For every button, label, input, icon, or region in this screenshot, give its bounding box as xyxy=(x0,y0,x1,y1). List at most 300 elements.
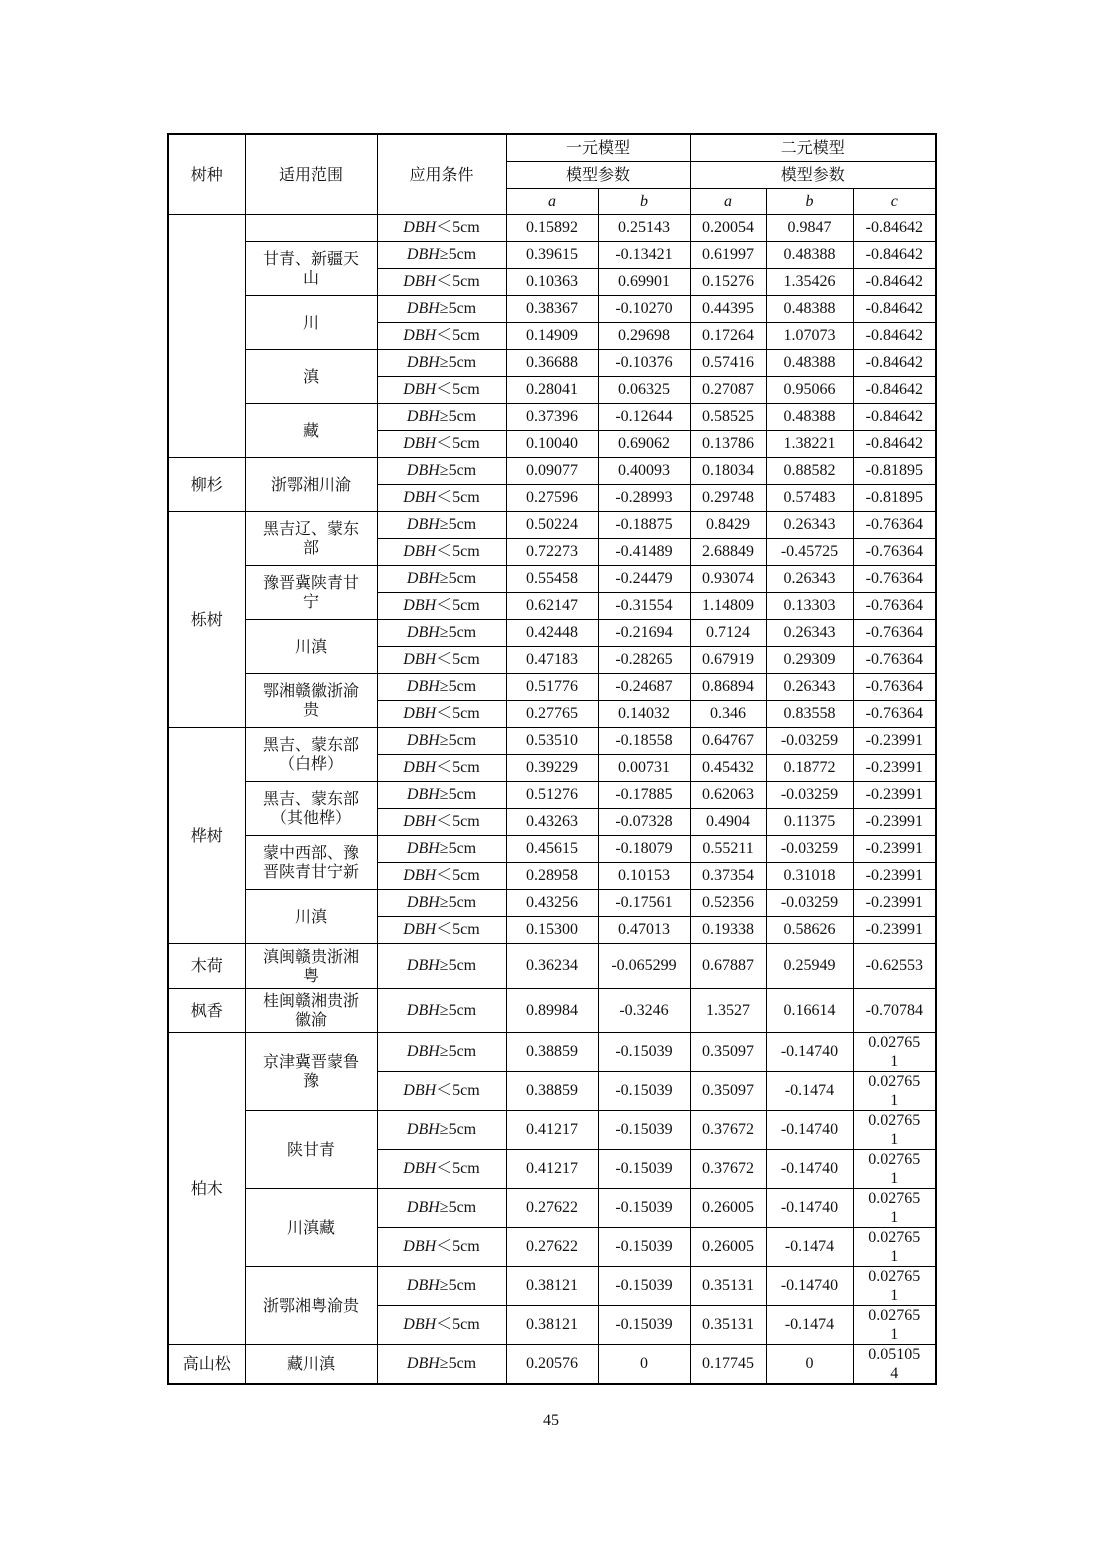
bi-c-value: 0.02765 1 xyxy=(853,1266,936,1305)
condition-cell xyxy=(377,592,506,619)
range-cell: 黑吉、蒙东部 （其他桦） xyxy=(245,781,377,835)
condition-text: DBH＜5cm xyxy=(403,1316,480,1333)
condition-text: DBH≥5cm xyxy=(406,516,477,533)
bi-a-value: 0.52356 xyxy=(690,889,766,916)
condition-cell xyxy=(377,1149,506,1188)
bi-c-value: 0.02765 1 xyxy=(853,1071,936,1110)
header-bi-b: b xyxy=(766,188,853,214)
range-cell: 川滇 xyxy=(245,619,377,673)
uni-a-value: 0.27622 xyxy=(506,1188,598,1227)
uni-b-value: -0.41489 xyxy=(598,538,690,565)
species-cell: 栎树 xyxy=(168,511,245,727)
uni-b-value: -0.15039 xyxy=(598,1110,690,1149)
bi-a-value: 0.86894 xyxy=(690,673,766,700)
condition-cell xyxy=(377,403,506,430)
table-row xyxy=(168,403,936,430)
condition-text: DBH＜5cm xyxy=(403,651,480,668)
uni-a-value: 0.28041 xyxy=(506,376,598,403)
bi-c-value: -0.70784 xyxy=(853,988,936,1032)
uni-a-value: 0.38859 xyxy=(506,1071,598,1110)
condition-text: DBH≥5cm xyxy=(406,1199,477,1216)
bi-b-value: -0.45725 xyxy=(766,538,853,565)
condition-text: DBH≥5cm xyxy=(406,1121,477,1138)
species-cell: 木荷 xyxy=(168,943,245,988)
uni-a-value: 0.10363 xyxy=(506,268,598,295)
uni-b-value: -0.31554 xyxy=(598,592,690,619)
species-cell: 桦树 xyxy=(168,727,245,943)
bi-b-value: 0.18772 xyxy=(766,754,853,781)
bi-b-value: 0.25949 xyxy=(766,943,853,988)
table-row xyxy=(168,835,936,862)
bi-c-value: 0.02765 1 xyxy=(853,1032,936,1071)
uni-b-value: -0.065299 xyxy=(598,943,690,988)
bi-a-value: 0.8429 xyxy=(690,511,766,538)
species-cell: 柳杉 xyxy=(168,457,245,511)
condition-cell xyxy=(377,1227,506,1266)
header-bi-params: 模型参数 xyxy=(690,161,936,188)
range-cell: 甘青、新疆天 山 xyxy=(245,241,377,295)
range-cell: 蒙中西部、豫 晋陕青甘宁新 xyxy=(245,835,377,889)
bi-c-value: -0.76364 xyxy=(853,538,936,565)
bi-b-value: -0.1474 xyxy=(766,1227,853,1266)
uni-b-value: 0.14032 xyxy=(598,700,690,727)
bi-b-value: -0.03259 xyxy=(766,781,853,808)
uni-b-value: 0.06325 xyxy=(598,376,690,403)
bi-a-value: 0.35097 xyxy=(690,1032,766,1071)
bi-c-value: -0.23991 xyxy=(853,754,936,781)
bi-c-value: 0.02765 1 xyxy=(853,1188,936,1227)
uni-b-value: 0.00731 xyxy=(598,754,690,781)
bi-a-value: 0.20054 xyxy=(690,214,766,241)
range-cell: 滇闽赣贵浙湘 粤 xyxy=(245,943,377,988)
condition-cell xyxy=(377,1110,506,1149)
condition-cell xyxy=(377,619,506,646)
uni-b-value: -0.28265 xyxy=(598,646,690,673)
bi-c-value: -0.23991 xyxy=(853,916,936,943)
uni-a-value: 0.27596 xyxy=(506,484,598,511)
range-cell xyxy=(245,214,377,241)
table-row xyxy=(168,457,936,484)
bi-b-value: -0.14740 xyxy=(766,1110,853,1149)
range-cell: 藏 xyxy=(245,403,377,457)
condition-cell xyxy=(377,484,506,511)
table-row xyxy=(168,241,936,268)
range-cell: 鄂湘赣徽浙渝 贵 xyxy=(245,673,377,727)
bi-b-value: 0.57483 xyxy=(766,484,853,511)
bi-a-value: 0.27087 xyxy=(690,376,766,403)
condition-cell xyxy=(377,295,506,322)
uni-b-value: 0.25143 xyxy=(598,214,690,241)
uni-b-value: -0.18079 xyxy=(598,835,690,862)
bi-c-value: -0.81895 xyxy=(853,457,936,484)
range-cell: 藏川滇 xyxy=(245,1344,377,1384)
condition-cell xyxy=(377,322,506,349)
condition-text: DBH≥5cm xyxy=(406,246,477,263)
uni-a-value: 0.28958 xyxy=(506,862,598,889)
condition-text: DBH＜5cm xyxy=(403,1082,480,1099)
uni-a-value: 0.89984 xyxy=(506,988,598,1032)
uni-b-value: -0.13421 xyxy=(598,241,690,268)
condition-text: DBH＜5cm xyxy=(403,597,480,614)
uni-b-value: -0.15039 xyxy=(598,1149,690,1188)
bi-a-value: 0.17264 xyxy=(690,322,766,349)
condition-text: DBH≥5cm xyxy=(406,300,477,317)
bi-b-value: 0.11375 xyxy=(766,808,853,835)
header-bi-c: c xyxy=(853,188,936,214)
bi-a-value: 0.4904 xyxy=(690,808,766,835)
range-cell: 京津冀晋蒙鲁 豫 xyxy=(245,1032,377,1110)
bi-c-value: -0.81895 xyxy=(853,484,936,511)
uni-a-value: 0.36688 xyxy=(506,349,598,376)
range-cell: 川滇 xyxy=(245,889,377,943)
bi-a-value: 2.68849 xyxy=(690,538,766,565)
bi-a-value: 0.19338 xyxy=(690,916,766,943)
bi-b-value: 0.48388 xyxy=(766,403,853,430)
bi-b-value: -0.03259 xyxy=(766,835,853,862)
bi-b-value: 0.26343 xyxy=(766,619,853,646)
bi-a-value: 0.37672 xyxy=(690,1149,766,1188)
condition-cell xyxy=(377,754,506,781)
bi-b-value: -0.1474 xyxy=(766,1071,853,1110)
condition-cell xyxy=(377,214,506,241)
bi-c-value: -0.84642 xyxy=(853,430,936,457)
bi-a-value: 0.62063 xyxy=(690,781,766,808)
bi-c-value: 0.02765 1 xyxy=(853,1227,936,1266)
table-row xyxy=(168,349,936,376)
uni-b-value: -0.24687 xyxy=(598,673,690,700)
header-condition: 应用条件 xyxy=(377,134,506,214)
condition-cell xyxy=(377,862,506,889)
uni-a-value: 0.37396 xyxy=(506,403,598,430)
bi-a-value: 0.26005 xyxy=(690,1227,766,1266)
range-cell: 豫晋冀陕青甘 宁 xyxy=(245,565,377,619)
bi-a-value: 0.29748 xyxy=(690,484,766,511)
bi-c-value: -0.76364 xyxy=(853,511,936,538)
range-cell: 黑吉辽、蒙东 部 xyxy=(245,511,377,565)
condition-cell xyxy=(377,646,506,673)
range-cell: 浙鄂湘川渝 xyxy=(245,457,377,511)
bi-a-value: 0.61997 xyxy=(690,241,766,268)
bi-c-value: 0.02765 1 xyxy=(853,1305,936,1344)
uni-a-value: 0.53510 xyxy=(506,727,598,754)
bi-a-value: 0.37354 xyxy=(690,862,766,889)
bi-b-value: 0.26343 xyxy=(766,673,853,700)
header-bi-a: a xyxy=(690,188,766,214)
header-species: 树种 xyxy=(168,134,245,214)
bi-b-value: 0 xyxy=(766,1344,853,1384)
bi-a-value: 1.14809 xyxy=(690,592,766,619)
condition-text: DBH＜5cm xyxy=(403,813,480,830)
condition-cell xyxy=(377,430,506,457)
bi-c-value: -0.84642 xyxy=(853,214,936,241)
condition-cell xyxy=(377,835,506,862)
condition-cell xyxy=(377,673,506,700)
header-uni-model: 一元模型 xyxy=(506,134,690,161)
bi-b-value: 1.35426 xyxy=(766,268,853,295)
condition-text: DBH＜5cm xyxy=(403,489,480,506)
range-cell: 川 xyxy=(245,295,377,349)
bi-a-value: 0.26005 xyxy=(690,1188,766,1227)
uni-b-value: 0.47013 xyxy=(598,916,690,943)
uni-b-value: -0.15039 xyxy=(598,1305,690,1344)
uni-a-value: 0.42448 xyxy=(506,619,598,646)
bi-b-value: 0.83558 xyxy=(766,700,853,727)
header-uni-params: 模型参数 xyxy=(506,161,690,188)
bi-a-value: 0.67887 xyxy=(690,943,766,988)
condition-cell xyxy=(377,781,506,808)
bi-a-value: 0.35131 xyxy=(690,1266,766,1305)
table-body xyxy=(168,214,936,1384)
uni-b-value: 0.69062 xyxy=(598,430,690,457)
bi-a-value: 0.93074 xyxy=(690,565,766,592)
bi-c-value: -0.84642 xyxy=(853,322,936,349)
condition-text: DBH＜5cm xyxy=(403,327,480,344)
condition-text: DBH≥5cm xyxy=(406,894,477,911)
uni-a-value: 0.51776 xyxy=(506,673,598,700)
bi-b-value: -0.14740 xyxy=(766,1266,853,1305)
bi-a-value: 1.3527 xyxy=(690,988,766,1032)
uni-b-value: -0.15039 xyxy=(598,1032,690,1071)
table-row xyxy=(168,988,936,1032)
condition-cell xyxy=(377,1344,506,1384)
condition-cell xyxy=(377,268,506,295)
uni-b-value: -0.10376 xyxy=(598,349,690,376)
uni-b-value: -0.24479 xyxy=(598,565,690,592)
uni-a-value: 0.38367 xyxy=(506,295,598,322)
uni-b-value: 0.29698 xyxy=(598,322,690,349)
condition-cell xyxy=(377,1032,506,1071)
bi-a-value: 0.37672 xyxy=(690,1110,766,1149)
bi-b-value: 0.95066 xyxy=(766,376,853,403)
bi-a-value: 0.35131 xyxy=(690,1305,766,1344)
uni-b-value: -0.15039 xyxy=(598,1266,690,1305)
bi-c-value: -0.76364 xyxy=(853,673,936,700)
species-cell: 枫香 xyxy=(168,988,245,1032)
condition-cell xyxy=(377,1188,506,1227)
uni-a-value: 0.39229 xyxy=(506,754,598,781)
bi-c-value: -0.84642 xyxy=(853,268,936,295)
table-row xyxy=(168,727,936,754)
uni-a-value: 0.27622 xyxy=(506,1227,598,1266)
bi-b-value: -0.14740 xyxy=(766,1032,853,1071)
bi-a-value: 0.7124 xyxy=(690,619,766,646)
range-cell: 川滇藏 xyxy=(245,1188,377,1266)
bi-c-value: -0.23991 xyxy=(853,889,936,916)
table-row xyxy=(168,1188,936,1227)
uni-a-value: 0.14909 xyxy=(506,322,598,349)
bi-b-value: -0.03259 xyxy=(766,889,853,916)
bi-a-value: 0.58525 xyxy=(690,403,766,430)
range-cell: 浙鄂湘粤渝贵 xyxy=(245,1266,377,1344)
bi-c-value: -0.23991 xyxy=(853,862,936,889)
uni-a-value: 0.36234 xyxy=(506,943,598,988)
bi-a-value: 0.55211 xyxy=(690,835,766,862)
bi-c-value: 0.05105 4 xyxy=(853,1344,936,1384)
condition-text: DBH≥5cm xyxy=(406,1001,477,1019)
uni-a-value: 0.55458 xyxy=(506,565,598,592)
uni-a-value: 0.27765 xyxy=(506,700,598,727)
condition-text: DBH＜5cm xyxy=(403,219,480,236)
uni-a-value: 0.43256 xyxy=(506,889,598,916)
species-cell: 柏木 xyxy=(168,1032,245,1344)
condition-text: DBH≥5cm xyxy=(406,570,477,587)
bi-b-value: -0.1474 xyxy=(766,1305,853,1344)
parameter-table xyxy=(167,133,937,1385)
condition-cell xyxy=(377,988,506,1032)
uni-a-value: 0.72273 xyxy=(506,538,598,565)
table-row xyxy=(168,1266,936,1305)
species-cell xyxy=(168,214,245,457)
page-number: 45 xyxy=(543,1412,559,1429)
header-uni-b: b xyxy=(598,188,690,214)
bi-b-value: 0.16614 xyxy=(766,988,853,1032)
uni-a-value: 0.51276 xyxy=(506,781,598,808)
condition-text: DBH≥5cm xyxy=(406,1355,477,1372)
bi-c-value: -0.23991 xyxy=(853,808,936,835)
condition-cell xyxy=(377,538,506,565)
table-row xyxy=(168,1032,936,1071)
uni-b-value: 0 xyxy=(598,1344,690,1384)
bi-c-value: -0.76364 xyxy=(853,592,936,619)
table-row xyxy=(168,1110,936,1149)
bi-a-value: 0.67919 xyxy=(690,646,766,673)
bi-b-value: 0.48388 xyxy=(766,295,853,322)
condition-text: DBH≥5cm xyxy=(406,678,477,695)
uni-b-value: -0.15039 xyxy=(598,1071,690,1110)
condition-text: DBH≥5cm xyxy=(406,840,477,857)
bi-c-value: 0.02765 1 xyxy=(853,1110,936,1149)
bi-c-value: -0.84642 xyxy=(853,241,936,268)
range-cell: 陕甘青 xyxy=(245,1110,377,1188)
condition-text: DBH≥5cm xyxy=(406,1043,477,1060)
uni-a-value: 0.41217 xyxy=(506,1110,598,1149)
table-row xyxy=(168,511,936,538)
condition-cell xyxy=(377,565,506,592)
condition-cell xyxy=(377,727,506,754)
bi-a-value: 0.45432 xyxy=(690,754,766,781)
condition-text: DBH＜5cm xyxy=(403,1238,480,1255)
condition-text: DBH＜5cm xyxy=(403,1160,480,1177)
condition-text: DBH≥5cm xyxy=(406,957,477,974)
bi-b-value: -0.14740 xyxy=(766,1188,853,1227)
condition-text: DBH＜5cm xyxy=(403,759,480,776)
range-cell: 桂闽赣湘贵浙 徽渝 xyxy=(245,988,377,1032)
condition-text: DBH＜5cm xyxy=(403,705,480,722)
bi-b-value: -0.14740 xyxy=(766,1149,853,1188)
table-row xyxy=(168,619,936,646)
uni-a-value: 0.38121 xyxy=(506,1305,598,1344)
bi-c-value: -0.84642 xyxy=(853,349,936,376)
condition-cell xyxy=(377,1305,506,1344)
uni-a-value: 0.43263 xyxy=(506,808,598,835)
uni-a-value: 0.15892 xyxy=(506,214,598,241)
condition-text: DBH≥5cm xyxy=(406,732,477,749)
condition-text: DBH≥5cm xyxy=(406,1277,477,1294)
uni-b-value: 0.69901 xyxy=(598,268,690,295)
bi-a-value: 0.18034 xyxy=(690,457,766,484)
range-cell: 黑吉、蒙东部 （白桦） xyxy=(245,727,377,781)
uni-b-value: -0.07328 xyxy=(598,808,690,835)
uni-a-value: 0.10040 xyxy=(506,430,598,457)
bi-c-value: -0.76364 xyxy=(853,700,936,727)
range-cell: 滇 xyxy=(245,349,377,403)
condition-cell xyxy=(377,916,506,943)
bi-b-value: 0.48388 xyxy=(766,349,853,376)
uni-a-value: 0.62147 xyxy=(506,592,598,619)
condition-cell xyxy=(377,808,506,835)
table-row xyxy=(168,889,936,916)
bi-b-value: 1.38221 xyxy=(766,430,853,457)
uni-b-value: -0.17885 xyxy=(598,781,690,808)
species-cell: 高山松 xyxy=(168,1344,245,1384)
bi-b-value: 0.48388 xyxy=(766,241,853,268)
uni-b-value: -0.3246 xyxy=(598,988,690,1032)
bi-c-value: 0.02765 1 xyxy=(853,1149,936,1188)
condition-cell xyxy=(377,349,506,376)
uni-b-value: -0.17561 xyxy=(598,889,690,916)
bi-c-value: -0.23991 xyxy=(853,781,936,808)
uni-b-value: -0.12644 xyxy=(598,403,690,430)
condition-text: DBH＜5cm xyxy=(403,273,480,290)
uni-a-value: 0.50224 xyxy=(506,511,598,538)
condition-text: DBH≥5cm xyxy=(406,354,477,371)
bi-b-value: 0.26343 xyxy=(766,511,853,538)
bi-a-value: 0.35097 xyxy=(690,1071,766,1110)
condition-cell xyxy=(377,376,506,403)
header-bi-model: 二元模型 xyxy=(690,134,936,161)
uni-b-value: -0.18875 xyxy=(598,511,690,538)
uni-a-value: 0.20576 xyxy=(506,1344,598,1384)
uni-b-value: -0.15039 xyxy=(598,1227,690,1266)
uni-a-value: 0.09077 xyxy=(506,457,598,484)
table-row xyxy=(168,781,936,808)
bi-a-value: 0.57416 xyxy=(690,349,766,376)
bi-a-value: 0.15276 xyxy=(690,268,766,295)
table-row xyxy=(168,943,936,988)
table-row xyxy=(168,1344,936,1384)
bi-b-value: 0.26343 xyxy=(766,565,853,592)
condition-text: DBH≥5cm xyxy=(406,462,477,479)
bi-a-value: 0.13786 xyxy=(690,430,766,457)
uni-b-value: -0.10270 xyxy=(598,295,690,322)
condition-text: DBH＜5cm xyxy=(403,381,480,398)
uni-a-value: 0.45615 xyxy=(506,835,598,862)
bi-c-value: -0.84642 xyxy=(853,295,936,322)
uni-a-value: 0.15300 xyxy=(506,916,598,943)
bi-a-value: 0.64767 xyxy=(690,727,766,754)
condition-cell xyxy=(377,700,506,727)
bi-c-value: -0.76364 xyxy=(853,565,936,592)
uni-a-value: 0.47183 xyxy=(506,646,598,673)
header-uni-a: a xyxy=(506,188,598,214)
condition-cell xyxy=(377,457,506,484)
condition-cell xyxy=(377,943,506,988)
bi-c-value: -0.23991 xyxy=(853,835,936,862)
bi-c-value: -0.84642 xyxy=(853,403,936,430)
bi-c-value: -0.84642 xyxy=(853,376,936,403)
condition-text: DBH≥5cm xyxy=(406,624,477,641)
table-row xyxy=(168,565,936,592)
condition-text: DBH＜5cm xyxy=(403,543,480,560)
bi-c-value: -0.76364 xyxy=(853,646,936,673)
bi-b-value: 0.31018 xyxy=(766,862,853,889)
condition-cell xyxy=(377,241,506,268)
bi-b-value: 0.88582 xyxy=(766,457,853,484)
condition-text: DBH＜5cm xyxy=(403,867,480,884)
uni-b-value: -0.21694 xyxy=(598,619,690,646)
condition-cell xyxy=(377,1071,506,1110)
bi-c-value: -0.23991 xyxy=(853,727,936,754)
